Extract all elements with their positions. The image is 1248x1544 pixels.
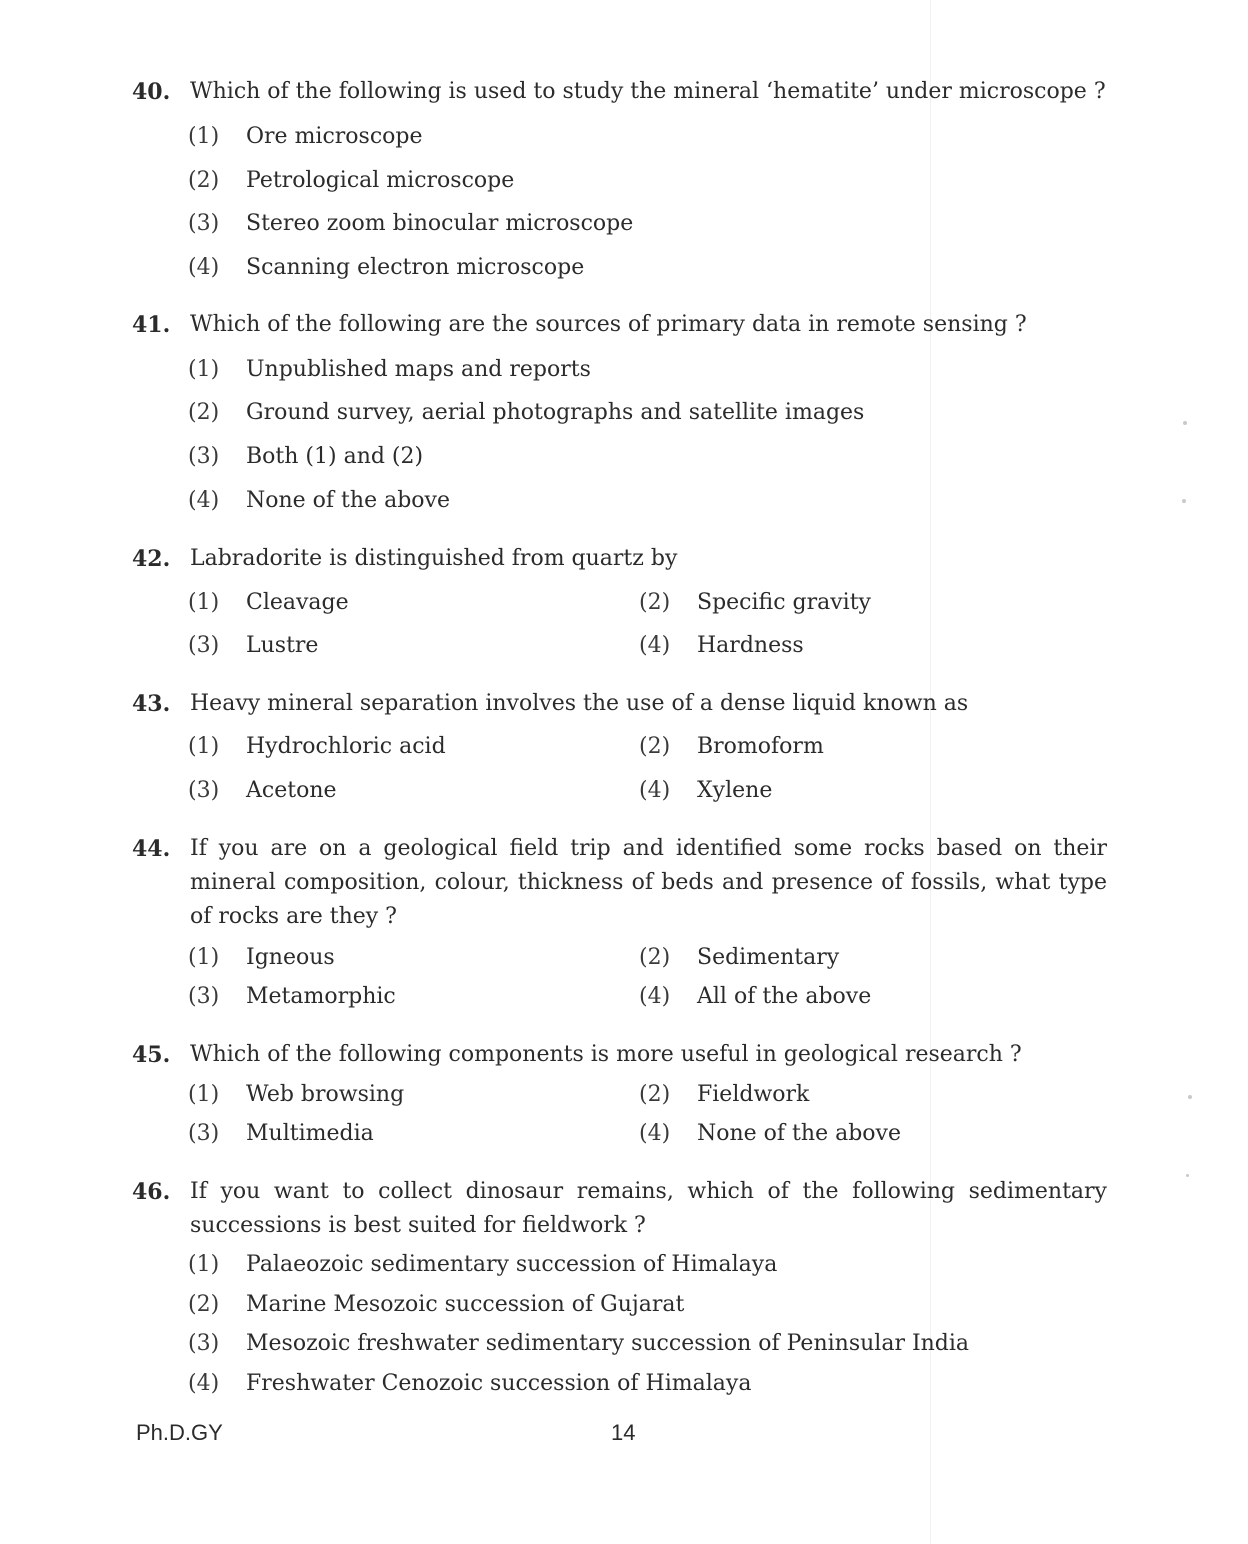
option-text: Multimedia — [246, 1121, 374, 1146]
question-text: If you are on a geological field trip and identified some rocks based on their mineral composition, colour, thickness of beds and presence of fossils, what type of rocks are they ? — [190, 836, 1107, 929]
option-label: (1) — [188, 124, 220, 149]
option-text: Cleavage — [246, 590, 349, 615]
question-text: Which of the following are the sources of primary data in remote sensing ? — [190, 312, 1027, 337]
option-40-2 — [188, 166, 514, 196]
option-43-3 — [188, 776, 337, 806]
option-40-3 — [188, 209, 633, 239]
option-40-4 — [188, 253, 584, 283]
option-label: (3) — [188, 211, 220, 236]
option-text: Specific gravity — [697, 590, 871, 615]
option-text: Hydrochloric acid — [246, 734, 446, 759]
option-46-3 — [188, 1329, 969, 1359]
question-number: 43. — [132, 691, 171, 717]
option-label: (1) — [188, 1082, 220, 1107]
option-44-2 — [639, 943, 839, 973]
option-text: Sedimentary — [697, 945, 840, 970]
question-46 — [132, 1175, 1107, 1247]
option-text: Both (1) and (2) — [246, 444, 424, 469]
option-46-2 — [188, 1290, 684, 1320]
option-text: Fieldwork — [697, 1082, 810, 1107]
option-text: Petrological microscope — [246, 168, 515, 193]
option-text: None of the above — [246, 488, 450, 513]
option-44-1 — [188, 943, 335, 973]
scan-speck — [1188, 1095, 1192, 1099]
option-45-3 — [188, 1119, 374, 1149]
option-41-4 — [188, 486, 450, 516]
option-label: (1) — [188, 357, 220, 382]
option-text: Bromoform — [697, 734, 824, 759]
option-label: (4) — [639, 984, 671, 1009]
option-text: Ore microscope — [246, 124, 423, 149]
option-label: (3) — [188, 1121, 220, 1146]
option-label: (1) — [188, 734, 220, 759]
option-label: (3) — [188, 778, 220, 803]
question-text: Which of the following is used to study the mineral ‘hematite’ under microscope ? — [190, 79, 1106, 104]
page-number: 14 — [611, 1420, 636, 1445]
option-text: All of the above — [697, 984, 872, 1009]
option-label: (3) — [188, 633, 220, 658]
option-label: (4) — [639, 633, 671, 658]
option-label: (1) — [188, 590, 220, 615]
option-40-1 — [188, 122, 423, 152]
option-text: Palaeozoic sedimentary succession of Himalaya — [246, 1252, 778, 1277]
option-text: Stereo zoom binocular microscope — [246, 211, 634, 236]
question-text: Heavy mineral separation involves the use of a dense liquid known as — [190, 691, 969, 716]
option-text: Ground survey, aerial photographs and satellite images — [246, 400, 865, 425]
option-label: (3) — [188, 1331, 220, 1356]
option-label: (3) — [188, 984, 220, 1009]
option-label: (4) — [188, 488, 220, 513]
option-45-4 — [639, 1119, 901, 1149]
option-text: Mesozoic freshwater sedimentary succession of Peninsular India — [246, 1331, 970, 1356]
option-label: (2) — [639, 590, 671, 615]
option-41-1 — [188, 355, 591, 385]
option-text: Xylene — [697, 778, 773, 803]
option-43-1 — [188, 732, 446, 762]
option-42-2 — [639, 588, 871, 618]
option-42-1 — [188, 588, 349, 618]
option-42-3 — [188, 631, 318, 661]
option-label: (1) — [188, 945, 220, 970]
option-label: (4) — [188, 255, 220, 280]
option-text: Unpublished maps and reports — [246, 357, 591, 382]
option-label: (3) — [188, 444, 220, 469]
option-label: (2) — [639, 734, 671, 759]
scan-speck — [1182, 499, 1186, 503]
option-text: None of the above — [697, 1121, 901, 1146]
option-46-4 — [188, 1369, 751, 1399]
question-44 — [132, 832, 1107, 942]
option-label: (4) — [639, 778, 671, 803]
option-label: (4) — [639, 1121, 671, 1146]
option-text: Igneous — [246, 945, 335, 970]
question-text: If you want to collect dinosaur remains, which of the following sedimentary successions is best suited for fieldwork ? — [190, 1179, 1107, 1238]
option-43-4 — [639, 776, 772, 806]
page-fold-line — [930, 0, 931, 1544]
option-46-1 — [188, 1250, 777, 1280]
option-text: Freshwater Cenozoic succession of Himalaya — [246, 1371, 752, 1396]
question-number: 41. — [132, 312, 171, 338]
option-text: Scanning electron microscope — [246, 255, 585, 280]
question-text: Labradorite is distinguished from quartz by — [190, 546, 678, 571]
paper-code: Ph.D.GY — [136, 1420, 223, 1445]
question-text: Which of the following components is more useful in geological research ? — [190, 1042, 1022, 1067]
question-number: 42. — [132, 546, 171, 572]
option-text: Marine Mesozoic succession of Gujarat — [246, 1292, 685, 1317]
option-label: (2) — [188, 1292, 220, 1317]
scan-speck — [1186, 1174, 1189, 1177]
option-42-4 — [639, 631, 804, 661]
option-41-3 — [188, 442, 423, 472]
option-label: (1) — [188, 1252, 220, 1277]
option-text: Web browsing — [246, 1082, 405, 1107]
option-45-1 — [188, 1080, 404, 1110]
option-label: (2) — [188, 400, 220, 425]
option-label: (2) — [188, 168, 220, 193]
option-text: Lustre — [246, 633, 319, 658]
option-text: Acetone — [246, 778, 337, 803]
question-number: 44. — [132, 836, 171, 862]
question-number: 45. — [132, 1042, 171, 1068]
question-number: 46. — [132, 1179, 171, 1205]
option-44-3 — [188, 982, 396, 1012]
option-41-2 — [188, 398, 864, 428]
option-44-4 — [639, 982, 871, 1012]
option-45-2 — [639, 1080, 809, 1110]
option-label: (4) — [188, 1371, 220, 1396]
option-label: (2) — [639, 1082, 671, 1107]
option-43-2 — [639, 732, 824, 762]
option-text: Hardness — [697, 633, 804, 658]
question-number: 40. — [132, 79, 171, 105]
scan-speck — [1183, 421, 1187, 425]
option-text: Metamorphic — [246, 984, 396, 1009]
option-label: (2) — [639, 945, 671, 970]
